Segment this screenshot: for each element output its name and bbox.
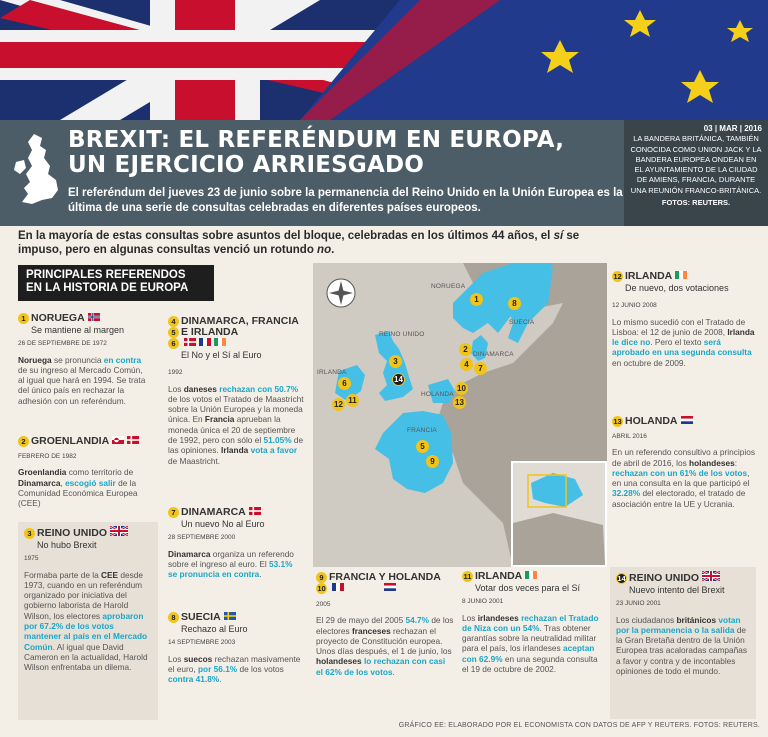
title-line-2: UN EJERCICIO ARRIESGADO [68,152,425,178]
entry-date: 1992 [168,369,183,377]
marker-number: 5 [168,327,179,338]
map-marker: 13 [453,396,466,409]
map-marker: 7 [474,362,487,375]
entry-date: 26 DE SEPTIEMBRE DE 1972 [18,340,107,348]
footer-credits: GRÁFICO EE: ELABORADO POR EL ECONOMISTA CON DATOS DE AFP Y REUTERS. FOTOS: REUTERS. [398,722,760,729]
entry-reino-unido-brexit [610,567,756,719]
caption-credit: FOTOS: REUTERS. [661,198,731,208]
marker-number: 6 [168,338,179,349]
photo-caption [624,120,768,226]
intro-part-2: se impuso, pero en algunas consultas venció un rotundo [18,230,580,256]
europe-map-drawing [313,263,607,567]
map-marker: 4 [460,358,473,371]
france-flag-icon [332,583,344,591]
sweden-flag-icon [224,612,236,620]
denmark-flag-icon [249,507,261,515]
entry-irlanda-2008 [612,271,758,368]
country-name: DINAMARCA, FRANCIA [181,315,299,327]
intro-no: no [317,244,332,256]
denmark-flag-icon [184,338,196,346]
country-name: FRANCIA Y HOLANDA [329,571,441,583]
europe-map [313,263,607,567]
uk-flag-icon [110,526,128,536]
map-marker: 3 [389,355,402,368]
uk-flag-icon [702,571,720,581]
marker-number: 3 [24,528,35,539]
header-photo-flags [0,0,768,120]
marker-number: 13 [613,417,622,426]
entry-text: Los daneses rechazan con 50.7% de los votos el Tratado de Maastricht sobre la Unión Europea y la moneda única. En Francia aprueban la moneda única el 20 de septiembre de 1992, pero con sólo el 51.05% de las opiniones. Irlanda vota a favor de Maastricht. [168,383,304,466]
map-marker: 8 [508,297,521,310]
map-marker: 2 [459,343,472,356]
marker-number: 8 [168,612,179,623]
country-name: SUECIA [181,611,221,623]
entry-date: 28 SEPTIEMBRE 2000 [168,534,236,542]
country-name: NORUEGA [31,312,85,324]
entry-noruega [18,313,146,406]
intro-text [18,229,608,257]
section-heading-line-2: EN LA HISTORIA DE EUROPA [26,282,189,294]
entry-subtitle: Votar dos veces para el Sí [475,583,581,593]
map-marker: 1 [470,293,483,306]
entry-text: Formaba parte de la CEE desde 1973, cuando en un referéndum organizado por iniciativa del gobierno laborista de Harold Wilson, los electores aprobaron por 67.2% de los votos mantener al país en el Mercado Común. Al igual que David Cameron en la actualidad, Harold Wilson enfrentaba un dilema. [24,569,148,673]
entry-date: ABRIL 2016 [612,433,647,440]
uk-silhouette-icon [12,132,62,208]
entry-groenlandia [18,436,146,508]
intro-part-1: En la mayoría de estas consultas sobre asuntos del bloque, celebradas en los últimos 44 años, el [18,230,554,242]
ireland-flag-icon [525,571,537,579]
france-flag-icon [199,338,211,346]
entry-dinamarca-francia-irlanda [168,316,304,466]
netherlands-flag-icon [384,583,396,591]
entry-text: Los ciudadanos británicos votan por la permanencia o la salida de la Gran Bretaña dentro de la Unión Europea tras acaloradas campañas a favor y contra y de incontables opiniones de todo el mundo. [616,614,747,677]
entry-subtitle: Un nuevo No al Euro [181,519,265,529]
marker-number: 12 [613,272,622,281]
entry-subtitle: El No y el Sí al Euro [181,350,262,360]
country-name: DINAMARCA [181,506,246,518]
marker-number: 10 [317,584,326,593]
marker-number: 11 [463,572,472,581]
marker-number: 2 [18,436,29,447]
entry-date: 12 JUNIO 2008 [612,302,657,310]
caption-text: LA BANDERA BRITÁNICA, TAMBIÉN CONOCIDA COMO UNION JACK Y LA BANDERA EUROPEA ONDEAN EN EL AYUNTAMIENTO DE LA CIUDAD DE AMIENS, FRANCIA, DURANTE UNA REUNIÓN FRANCO-BRITÁNICA. [630,134,762,195]
map-label-suecia: SUECIA [509,319,535,326]
country-name: GROENLANDIA [31,435,110,447]
netherlands-flag-icon [681,416,693,424]
entry-text: Lo mismo sucedió con el Tratado de Lisboa: el 12 de junio de 2008, Irlanda le dice no. Pero el texto será aprobado en una segunda consulta en octubre de 2009. [612,316,755,368]
map-marker: 14 [392,373,405,386]
entry-text: Noruega se pronuncia en contra de su ingreso al Mercado Común, al igual que hará en 1994. Se trata del único país en rechazar la adhesión con un referéndum. [18,354,146,406]
entry-text: Groenlandia como territorio de Dinamarca, escogió salir de la Comunidad Económica Europea (CEE) [18,467,138,509]
map-label-holanda: HOLANDA [421,391,454,398]
marker-number: 1 [18,313,29,324]
marker-number: 7 [168,507,179,518]
country-name: REINO UNIDO [37,527,108,539]
map-marker: 12 [332,398,345,411]
entry-date: 2005 [316,601,331,608]
marker-number: 14 [617,574,626,583]
entry-subtitle: Nuevo intento del Brexit [629,585,725,595]
marker-number: 9 [316,572,327,583]
section-heading-line-1: PRINCIPALES REFERENDOS [26,269,186,281]
marker-number: 4 [168,316,179,327]
country-name: REINO UNIDO [629,572,700,584]
map-label-reino-unido: REINO UNIDO [379,331,425,338]
entry-holanda-2016 [612,416,758,509]
entry-text: El 29 de mayo del 2005 54.7% de los electores franceses rechazan el proyecto de Constitución europea. Unos días después, el 1 de junio, los holandeses lo rechazan con casi el 62% de los votos. [316,615,454,677]
entry-subtitle: De nuevo, dos votaciones [625,283,729,293]
entry-subtitle: Se mantiene al margen [31,325,125,335]
entry-suecia [168,612,304,684]
entry-subtitle: No hubo Brexit [37,540,97,550]
page-title [68,128,564,178]
entry-date: 14 SEPTIEMBRE 2003 [168,639,236,647]
map-label-dinamarca: DINAMARCA [473,351,514,358]
map-marker: 9 [426,455,439,468]
map-marker: 6 [338,377,351,390]
section-heading [18,265,214,301]
denmark-flag-icon [127,436,139,444]
map-label-noruega: NORUEGA [431,283,466,290]
intro-si: sí [553,230,564,242]
map-label-irlanda: IRLANDA [317,369,347,376]
ireland-flag-icon [214,338,226,346]
entry-text: Dinamarca organiza un referendo sobre el ingreso al euro. El 53.1% se pronuncia en contra. [168,548,294,580]
ireland-flag-icon [675,271,687,279]
country-name: HOLANDA [625,415,678,427]
intro-part-3: . [331,244,335,256]
entry-date: 1975 [24,555,39,563]
entry-text: En un referendo consultivo a principios de abril de 2016, los holandeses: rechazan con un 61% de los votos, en una consulta en la que participó el 32.28% del electorado, el tratado de asociación entre la UE y Ucrania. [612,447,755,509]
map-marker: 5 [416,440,429,453]
entry-irlanda-2001 [462,571,604,674]
entry-text: Los suecos rechazan masivamente el euro, por 56.1% de los votos contra 41.8%. [168,653,301,685]
greenland-flag-icon [112,436,124,444]
entry-francia-holanda [316,572,454,677]
entry-text: Los irlandeses rechazan el Tratado de Niza con un 54%. Tras obtener garantías sobre la neutralidad militar para el país, los irlandeses aceptan con 62.9% en una segunda consulta el 19 de octubre de 2002. [462,612,599,675]
union-jack-and-eu-flag-photo [0,0,768,120]
entry-date: 23 JUNIO 2001 [616,600,661,608]
country-name-2: E IRLANDA [181,326,239,338]
entry-date: FEBRERO DE 1982 [18,453,77,460]
map-marker: 11 [346,394,359,407]
map-marker: 10 [455,382,468,395]
entry-reino-unido-1975 [18,522,158,720]
country-name: IRLANDA [475,570,523,582]
entry-dinamarca-2000 [168,507,304,579]
entry-date: 8 JUNIO 2001 [462,598,504,606]
page-subtitle: El referéndum del jueves 23 de junio sobre la permanencia del Reino Unido en la Unión Europea es la última de una serie de consultas celebradas en diferentes países europeos. [68,187,623,214]
caption-date: 03 | MAR | 2016 [703,124,762,133]
country-name: IRLANDA [625,270,673,282]
entry-subtitle: Rechazo al Euro [181,624,248,634]
norway-flag-icon [88,313,100,321]
map-label-francia: FRANCIA [407,427,437,434]
title-line-1: BREXIT: EL REFERÉNDUM EN EUROPA, [68,127,565,153]
